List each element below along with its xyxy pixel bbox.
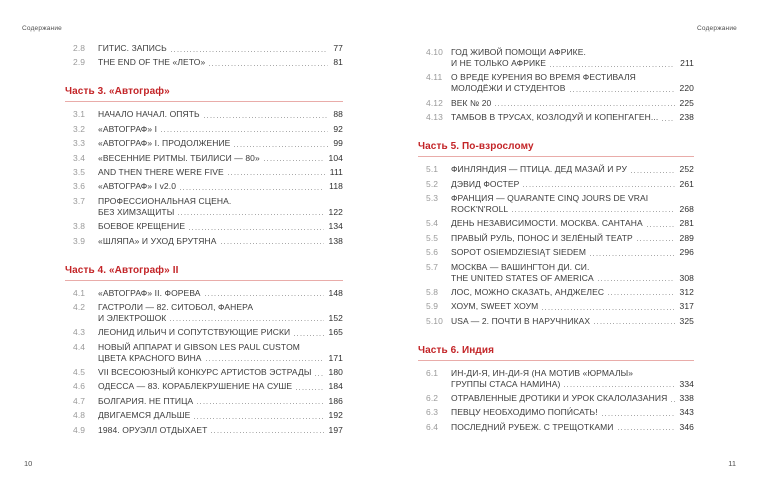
dot-leader [178,214,323,215]
toc-entry [65,181,343,192]
entry-number: 4.13 [426,112,443,123]
entry-page-number: 88 [333,109,343,120]
entry-title-line-wrap [98,167,343,178]
entry-page-number: 104 [328,152,343,163]
toc-entry [418,287,694,298]
entry-title [451,422,694,433]
entry-title-line-wrap [451,233,694,244]
toc-entry [65,302,343,324]
entry-title-line: USA — 2. ПОЧТИ В НАРУЧНИКАХ [451,315,591,326]
entry-title [451,112,694,123]
entry-title-line-wrap [451,262,694,273]
entry-title-line: THE UNITED STATES OF AMERICA [451,272,594,283]
toc-entry [418,112,694,123]
entry-number: 4.2 [73,301,86,312]
entry-title [98,367,343,378]
dot-leader [209,65,328,66]
entry-title-line-wrap [98,43,343,54]
toc-entry [65,236,343,247]
toc-entry [418,301,694,312]
entry-title [451,301,694,312]
entry-title-line: ФРАНЦИЯ — QUARANTE CINQ JOURS DE VRAI [451,192,649,203]
section-heading: Часть 5. По-взрослому [418,142,694,157]
entry-title-line-wrap [98,138,343,149]
entry-number: 5.5 [426,232,439,243]
entry-title-line-wrap [451,247,694,258]
entry-title-line-wrap [451,83,694,94]
toc-entry [418,262,694,284]
entry-title-line: ИН-ДИ-Я, ИН-ДИ-Я (НА МОТИВ «ЮРМАЛЫ» [451,367,634,378]
entry-title [451,233,694,244]
entry-title-line: ВЕК № 20 [451,97,492,108]
entry-page-number: 268 [679,203,694,214]
entry-title-line: И НЕ ТОЛЬКО АФРИКЕ [451,58,547,68]
entry-page-number: 338 [679,393,694,404]
entry-page-number: 184 [328,381,343,392]
entry-title-line-wrap [98,236,343,247]
entry-title [98,138,343,149]
entry-title-line: МОЛОДЁЖИ И СТУДЕНТОВ [451,83,566,94]
toc-entry [418,98,694,109]
entry-title [98,181,343,192]
entry-title [98,167,343,178]
entry-number: 2.8 [73,43,86,53]
entry-title [98,288,343,299]
entry-title-line-wrap [451,112,694,123]
entry-title-line: БЕЗ ХИМЗАЩИТЫ [98,206,175,217]
entry-page-number: 252 [679,164,694,175]
entry-title [98,302,343,324]
dot-leader [315,375,323,376]
entry-title [98,381,343,392]
entry-number: 4.12 [426,97,443,108]
entry-title-line: И ЭЛЕКТРОШОК [98,312,167,323]
entry-number: 5.8 [426,286,439,297]
entry-title-line-wrap [451,301,694,312]
toc-entry [418,233,694,244]
entry-title [98,410,343,421]
entry-title-line-wrap [451,204,694,215]
entry-number: 6.2 [426,393,439,404]
entry-title-line: «ШЛЯПА» И УХОД БРУТЯНА [98,235,217,246]
entry-number: 4.8 [73,410,86,421]
entry-title-line-wrap [451,164,694,175]
entry-number: 5.10 [426,315,443,326]
entry-title-line: ПЕВЦУ НЕОБХОДИМО ПОПИ́САТЬ! [451,407,598,418]
entry-number: 3.1 [73,109,86,120]
dot-leader [570,91,675,92]
entry-title-line-wrap [98,410,343,421]
entry-title-line-wrap [451,179,694,190]
entry-title [451,193,694,215]
toc-entry [418,368,694,390]
entry-page-number: 165 [328,327,343,338]
entry-title-line: ПРАВЫЙ РУЛЬ, ПОНОС И ЗЕЛЁНЫЙ ТЕАТР [451,232,633,243]
entry-title-line-wrap [451,72,694,83]
entry-title-line-wrap [98,181,343,192]
entry-title-line: VII ВСЕСОЮЗНЫЙ КОНКУРС АРТИСТОВ ЭСТРАДЫ [98,367,312,378]
entry-title-line: МОСКВА — ВАШИНГТОН ДИ. СИ. [451,261,590,272]
entry-page-number: 308 [679,272,694,283]
entry-title [451,262,694,284]
entry-title-line: ROCK'N'ROLL [451,203,509,214]
entry-title-line: ЛЕОНИД ИЛЬИЧ И СОПУТСТВУЮЩИЕ РИСКИ [98,327,291,338]
entry-title [451,47,694,69]
dot-leader [228,174,325,175]
entry-page-number: 134 [328,221,343,232]
entry-title-line: ГОД ЖИВОЙ ПОМОЩИ АФРИКЕ. [451,47,586,57]
entry-page-number: 152 [328,312,343,323]
entry-title-line: «ВЕСЕННИЕ РИТМЫ. ТБИЛИСИ — 80» [98,152,260,163]
entry-page-number: 334 [679,378,694,389]
dot-leader [602,415,675,416]
entry-page-number: 186 [328,395,343,406]
entry-number: 4.9 [73,424,86,435]
entry-title [451,287,694,298]
toc-entry [65,367,343,378]
toc-entry [65,396,343,407]
entry-title-line-wrap [451,287,694,298]
entry-number: 3.4 [73,152,86,163]
entry-number: 3.2 [73,123,86,134]
entry-title-line-wrap [98,153,343,164]
dot-leader [206,360,324,361]
entry-title [451,316,694,327]
entry-title-line: ХОУМ, SWEET ХОУМ [451,301,539,312]
entry-page-number: 192 [328,410,343,421]
toc-entry [65,425,343,436]
entry-title-line: ПРОФЕССИОНАЛЬНАЯ СЦЕНА. [98,195,232,206]
entry-page-number: 289 [679,232,694,243]
entry-number: 5.3 [426,192,439,203]
entry-title-line: AND THEN THERE WERE FIVE [98,166,224,177]
dot-leader [221,243,324,244]
entry-number: 2.9 [73,57,86,68]
entry-title-line-wrap [98,109,343,120]
entry-number: 6.3 [426,407,439,418]
entry-page-number: 111 [329,166,343,177]
entry-title-line-wrap [451,379,694,390]
entry-title-line: ФИНЛЯНДИЯ — ПТИЦА. ДЕД МАЗАЙ И РУ [451,164,628,175]
entry-page-number: 346 [679,421,694,432]
entry-number: 3.6 [73,181,86,192]
entry-title-line: THE END OF THE «ЛЕТО» [98,57,206,68]
toc-entry [65,43,343,54]
dot-leader [171,51,329,52]
toc-column-left [65,43,343,439]
dot-leader [671,401,674,402]
toc-entry [418,193,694,215]
entry-number: 4.11 [426,72,443,83]
section-heading: Часть 6. Индия [418,346,694,361]
entry-title-line-wrap [98,124,343,135]
entry-title-line-wrap [98,288,343,299]
toc-entry [418,164,694,175]
entry-title [451,164,694,175]
entry-number: 5.7 [426,261,439,272]
entry-number: 6.4 [426,421,439,432]
entry-title [98,396,343,407]
entry-page-number: 225 [679,97,694,108]
entry-title-line: БОЛГАРИЯ. НЕ ПТИЦА [98,395,194,406]
entry-title [98,43,343,54]
entry-title-line-wrap [451,422,694,433]
dot-leader [594,323,674,324]
entry-page-number: 118 [329,181,343,192]
entry-title-line-wrap [451,218,694,229]
entry-page-number: 122 [328,206,343,217]
entry-title [98,124,343,135]
entry-title-line: ПОСЛЕДНИЙ РУБЕЖ. С ТРЕЩОТКАМИ [451,421,614,432]
entry-title [98,221,343,232]
dot-leader [631,172,675,173]
entry-title-line-wrap [98,302,343,313]
entry-page-number: 180 [328,367,343,378]
entry-number: 3.9 [73,235,86,246]
entry-title [98,196,343,218]
entry-title-line: НАЧАЛО НАЧАЛ. ОПЯТЬ [98,109,200,120]
entry-title-line-wrap [98,196,343,207]
dot-leader [550,66,675,67]
entry-number: 4.4 [73,341,86,352]
running-head-right: Содержание [697,25,737,32]
toc-entry [418,218,694,229]
entry-title-line: SOPOT OSIEMDZIESIĄT SIEDEM [451,247,587,258]
entry-title [98,153,343,164]
toc-entry [65,138,343,149]
entry-title-line: О ВРЕДЕ КУРЕНИЯ ВО ВРЕМЯ ФЕСТИВАЛЯ [451,72,636,83]
dot-leader [211,432,323,433]
entry-title-line-wrap [98,207,343,218]
entry-title-line: БОЕВОЕ КРЕЩЕНИЕ [98,221,186,232]
dot-leader [647,226,675,227]
page-number-left: 10 [24,459,33,468]
dot-leader [189,229,323,230]
entry-title-line: «АВТОГРАФ» I [98,123,158,134]
toc-entry [418,47,694,69]
dot-leader [296,389,323,390]
entry-title [98,327,343,338]
toc-entry [418,316,694,327]
page-number-right: 11 [728,459,736,468]
entry-title-line: ОДЕССА — 83. КОРАБЛЕКРУШЕНИЕ НА СУШЕ [98,381,293,392]
entry-title-line: НОВЫЙ АППАРАТ И GIBSON LES PAUL CUSTOM [98,341,300,352]
dot-leader [205,295,324,296]
entry-page-number: 220 [679,83,694,94]
toc-entry [65,288,343,299]
entry-title [451,407,694,418]
entry-page-number: 197 [328,424,343,435]
entry-title-line: «АВТОГРАФ» I v2.0 [98,181,177,192]
dot-leader [294,335,323,336]
dot-leader [161,131,328,132]
entry-page-number: 92 [333,123,343,134]
entry-title [98,109,343,120]
running-head-left: Содержание [22,25,62,32]
toc-entry [418,422,694,433]
entry-title-line: ГРУППЫ СТАСА НАМИНА) [451,378,561,389]
entry-number: 4.1 [73,287,86,298]
dot-leader [264,160,324,161]
toc-entry [65,57,343,68]
entry-number: 5.9 [426,301,439,312]
toc-entry [418,407,694,418]
entry-title-line-wrap [98,396,343,407]
entry-number: 3.7 [73,195,86,206]
dot-leader [197,403,323,404]
entry-number: 3.8 [73,221,86,232]
entry-page-number: 312 [679,286,694,297]
entry-title-line-wrap [98,342,343,353]
entry-page-number: 99 [333,138,343,149]
entry-title-line: ОТРАВЛЕННЫЕ ДРОТИКИ И УРОК СКАЛОЛАЗАНИЯ [451,393,668,404]
toc-entry [418,72,694,94]
toc-entry [65,153,343,164]
entry-title-line-wrap [451,98,694,109]
entry-page-number: 296 [679,247,694,258]
entry-number: 5.2 [426,178,439,189]
entry-title-line-wrap [451,407,694,418]
entry-title-line: ЦВЕТА КРАСНОГО ВИНА [98,352,202,363]
entry-number: 4.10 [426,47,443,57]
entry-title-line-wrap [98,221,343,232]
toc-entry [65,109,343,120]
entry-title-line-wrap [98,327,343,338]
entry-page-number: 325 [679,315,694,326]
entry-title-line-wrap [98,313,343,324]
entry-number: 5.6 [426,247,439,258]
entry-title [451,368,694,390]
dot-leader [512,211,674,212]
dot-leader [590,255,675,256]
entry-number: 3.5 [73,166,86,177]
dot-leader [495,105,674,106]
entry-title-line: ДЕНЬ НЕЗАВИСИМОСТИ. МОСКВА. САНТАНА [451,218,643,229]
entry-title [451,247,694,258]
toc-entry [65,221,343,232]
toc-entry [418,247,694,258]
entry-title-line-wrap [451,393,694,404]
entry-title-line-wrap [451,193,694,204]
entry-number: 5.1 [426,164,439,175]
entry-number: 5.4 [426,218,439,229]
dot-leader [662,120,674,121]
entry-title [98,236,343,247]
entry-page-number: 281 [679,218,694,229]
entry-page-number: 138 [328,235,343,246]
entry-title [451,98,694,109]
dot-leader [234,146,328,147]
dot-leader [194,418,323,419]
toc-entry [65,124,343,135]
dot-leader [204,117,329,118]
entry-number: 4.6 [73,381,86,392]
toc-entry [418,393,694,404]
entry-page-number: 77 [333,43,343,53]
entry-page-number: 343 [679,407,694,418]
entry-title-line: ДЭВИД ФОСТЕР [451,178,520,189]
entry-title-line-wrap [98,425,343,436]
entry-title [98,342,343,364]
entry-page-number: 317 [679,301,694,312]
entry-title-line: ДВИГАЕМСЯ ДАЛЬШЕ [98,410,191,421]
section-heading: Часть 3. «Автограф» [65,87,343,102]
entry-title-line: ЛОС, МОЖНО СКАЗАТЬ, АНДЖЕЛЕС [451,286,605,297]
dot-leader [542,309,674,310]
toc-entry [65,381,343,392]
entry-title-line: ГИТИС. ЗАПИСЬ [98,43,167,53]
entry-title-line: 1984. ОРУЭЛЛ ОТДЫХАЕТ [98,424,208,435]
entry-title [98,57,343,68]
entry-page-number: 81 [333,57,343,68]
toc-entry [65,410,343,421]
dot-leader [180,189,324,190]
entry-title-line-wrap [98,367,343,378]
dot-leader [170,320,323,321]
toc-column-right [418,47,694,436]
entry-page-number: 148 [328,287,343,298]
entry-title-line-wrap [451,47,694,58]
entry-title-line-wrap [451,273,694,284]
entry-page-number: 171 [328,352,343,363]
entry-title [451,179,694,190]
toc-entry [65,342,343,364]
entry-title-line-wrap [98,381,343,392]
dot-leader [564,386,674,387]
entry-title-line-wrap [98,353,343,364]
entry-title [451,72,694,94]
toc-entry [65,327,343,338]
entry-title-line-wrap [451,316,694,327]
entry-title-line-wrap [98,57,343,68]
entry-title-line-wrap [451,58,694,69]
section-heading: Часть 4. «Автограф» II [65,266,343,281]
entry-title-line: «АВТОГРАФ» II. ФОРЕВА [98,287,201,298]
toc-entry [418,179,694,190]
entry-title [451,218,694,229]
entry-number: 4.5 [73,367,86,378]
dot-leader [637,240,675,241]
entry-page-number: 211 [680,58,694,68]
dot-leader [523,186,674,187]
entry-title-line: «АВТОГРАФ» I. ПРОДОЛЖЕНИЕ [98,138,231,149]
entry-number: 4.7 [73,395,86,406]
dot-leader [608,294,674,295]
dot-leader [618,429,675,430]
entry-title-line: ТАМБОВ В ТРУСАХ, КОЗЛОДУЙ И КОПЕНГАГЕН... [451,112,659,123]
entry-page-number: 261 [679,178,694,189]
entry-title-line-wrap [451,368,694,379]
toc-entry [65,196,343,218]
entry-number: 4.3 [73,327,86,338]
toc-entry [65,167,343,178]
entry-number: 3.3 [73,138,86,149]
entry-title [451,393,694,404]
entry-page-number: 238 [679,112,694,123]
dot-leader [598,280,675,281]
entry-title-line: ГАСТРОЛИ — 82. СИТОБОЛ, ФАНЕРА [98,301,254,312]
entry-number: 6.1 [426,367,439,378]
entry-title [98,425,343,436]
